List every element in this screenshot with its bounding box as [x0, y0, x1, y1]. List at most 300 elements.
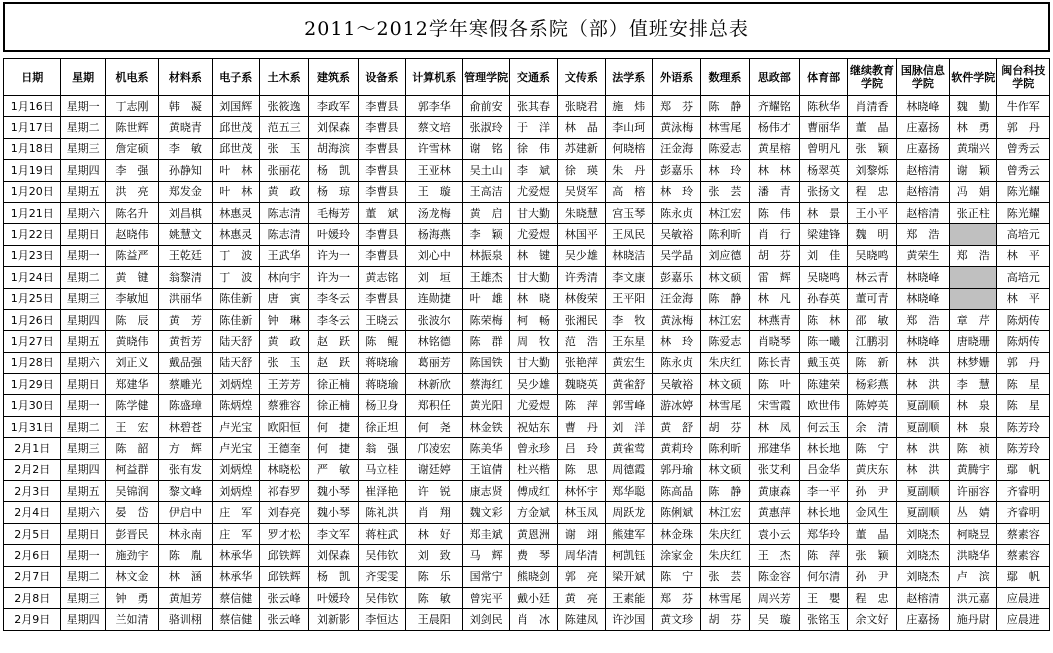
table-cell: 许秀清	[558, 267, 605, 288]
table-cell: 林云青	[848, 267, 896, 288]
table-cell: 1月22日	[4, 224, 61, 245]
table-cell: 陈益严	[105, 245, 158, 266]
table-cell: 星期二	[61, 117, 105, 138]
table-cell: 庄嘉扬	[896, 609, 949, 630]
table-cell: 刘心中	[406, 245, 463, 266]
table-cell: 李恒达	[358, 609, 405, 630]
table-cell: 王 嬰	[800, 587, 848, 608]
table-cell: 周兴芳	[749, 587, 799, 608]
table-cell: 葛丽芳	[406, 352, 463, 373]
table-cell: 林 平	[997, 245, 1050, 266]
table-cell: 黄旭芳	[159, 587, 212, 608]
table-row	[4, 416, 1050, 437]
table-cell: 林新欣	[406, 374, 463, 395]
table-cell: 丁志刚	[105, 96, 158, 117]
table-cell: 1月27日	[4, 331, 61, 352]
table-cell: 林 泉	[950, 416, 997, 437]
table-cell: 王晨阳	[406, 609, 463, 630]
table-cell: 卢 滨	[950, 566, 997, 587]
table-cell: 冯 娟	[950, 181, 997, 202]
table-row	[4, 438, 1050, 459]
table-cell: 杨彩燕	[848, 374, 896, 395]
table-cell: 陈永贞	[652, 202, 700, 223]
column-header: 电子系	[212, 59, 259, 96]
table-cell: 余 清	[848, 416, 896, 437]
table-cell: 谢 翊	[558, 523, 605, 544]
table-cell: 李曹县	[358, 138, 405, 159]
table-cell: 丛 婧	[950, 502, 997, 523]
table-cell: 1月21日	[4, 202, 61, 223]
table-cell: 庄 军	[212, 523, 259, 544]
table-cell: 郑建华	[105, 374, 158, 395]
table-cell: 陈金容	[749, 566, 799, 587]
table-cell: 陈 星	[997, 374, 1050, 395]
table-cell: 林金珠	[652, 523, 700, 544]
table-cell: 刘剑民	[463, 609, 509, 630]
table-cell: 谢 铭	[463, 138, 509, 159]
table-cell: 彭晋民	[105, 523, 158, 544]
table-cell: 郭 丹	[997, 117, 1050, 138]
table-cell: 徐正坦	[358, 416, 405, 437]
table-cell: 祝姑东	[509, 416, 557, 437]
table-cell: 丁 波	[212, 245, 259, 266]
table-cell: 黄腾宇	[950, 459, 997, 480]
table-cell: 林怀宇	[558, 481, 605, 502]
table-cell: 林燕青	[749, 309, 799, 330]
table-cell: 陆天舒	[212, 331, 259, 352]
table-cell: 汪金海	[652, 138, 700, 159]
table-cell: 1月29日	[4, 374, 61, 395]
table-cell: 赵 跃	[309, 352, 358, 373]
table-row	[4, 288, 1050, 309]
table-cell: 周跃龙	[605, 502, 652, 523]
table-cell: 星期四	[61, 309, 105, 330]
table-cell: 罗才松	[259, 523, 308, 544]
table-cell: 吕金华	[800, 459, 848, 480]
table-cell: 郑 浩	[896, 224, 949, 245]
table-cell: 杨 凯	[309, 160, 358, 181]
duty-schedule-table	[3, 58, 1050, 631]
table-cell: 2月9日	[4, 609, 61, 630]
table-cell: 张 玉	[259, 352, 308, 373]
table-cell: 林梦姗	[950, 352, 997, 373]
table-cell: 董 晶	[848, 117, 896, 138]
table-cell: 陈芳玲	[997, 416, 1050, 437]
table-cell: 黎文峰	[159, 481, 212, 502]
table-header	[4, 59, 1050, 96]
table-cell: 星期一	[61, 96, 105, 117]
table-cell: 李山珂	[605, 117, 652, 138]
table-cell: 陈 祯	[950, 438, 997, 459]
table-cell: 黄文珍	[652, 609, 700, 630]
table-cell: 鄢 帆	[997, 566, 1050, 587]
table-cell: 戴小廷	[509, 587, 557, 608]
table-row	[4, 117, 1050, 138]
table-cell: 王素能	[605, 587, 652, 608]
table-cell: 刘正义	[105, 352, 158, 373]
table-cell: 洪 亮	[105, 181, 158, 202]
column-header: 软件学院	[950, 59, 997, 96]
table-cell: 祁春罗	[259, 481, 308, 502]
table-cell: 范五三	[259, 117, 308, 138]
table-cell: 徐正楠	[309, 395, 358, 416]
table-cell: 赵 跃	[309, 331, 358, 352]
table-cell: 陈永贞	[652, 352, 700, 373]
table-cell: 王 杰	[749, 545, 799, 566]
table-cell: 林文硕	[701, 374, 749, 395]
table-cell: 陆天舒	[212, 352, 259, 373]
table-cell: 马 辉	[463, 545, 509, 566]
table-cell: 黄 键	[105, 267, 158, 288]
table-cell: 星期五	[61, 331, 105, 352]
table-cell: 陈 伟	[749, 202, 799, 223]
table-cell: 2月3日	[4, 481, 61, 502]
table-cell: 1月30日	[4, 395, 61, 416]
table-cell: 夏副顺	[896, 395, 949, 416]
table-cell: 李曹县	[358, 117, 405, 138]
table-cell: 施 炜	[605, 96, 652, 117]
table-cell: 1月16日	[4, 96, 61, 117]
table-cell: 刘 垣	[406, 267, 463, 288]
table-cell: 李冬云	[309, 309, 358, 330]
table-cell: 林 泉	[950, 395, 997, 416]
table-cell: 李一平	[800, 481, 848, 502]
table-cell: 陈学健	[105, 395, 158, 416]
table-cell: 洪元嘉	[950, 587, 997, 608]
table-cell: 林长地	[800, 502, 848, 523]
table-cell: 林 玲	[652, 181, 700, 202]
table-cell: 黄 政	[259, 331, 308, 352]
table-row	[4, 267, 1050, 288]
table-cell: 蔡文培	[406, 117, 463, 138]
table-cell: 郑华聪	[605, 481, 652, 502]
table-cell: 夏副顺	[896, 416, 949, 437]
table-cell: 吕 玲	[558, 438, 605, 459]
table-row	[4, 459, 1050, 480]
table-cell: 星期六	[61, 352, 105, 373]
table-cell: 陈炳传	[997, 309, 1050, 330]
column-header: 星期	[61, 59, 105, 96]
table-cell: 林 洪	[896, 438, 949, 459]
table-cell: 柯晓昱	[950, 523, 997, 544]
table-cell: 张 芸	[701, 566, 749, 587]
table-cell: 张淑玲	[463, 117, 509, 138]
table-cell: 蒋晓瑜	[358, 374, 405, 395]
table-cell: 李文康	[605, 267, 652, 288]
table-cell: 叶 雄	[463, 288, 509, 309]
table-cell: 王亚林	[406, 160, 463, 181]
table-cell: 高培元	[997, 267, 1050, 288]
table-cell: 欧世伟	[800, 395, 848, 416]
table-cell: 应晨进	[997, 587, 1050, 608]
table-cell: 张正柱	[950, 202, 997, 223]
table-cell: 蔡素容	[997, 523, 1050, 544]
table-cell: 黄庆东	[848, 459, 896, 480]
table-cell: 林 涵	[159, 566, 212, 587]
table-cell: 许为一	[309, 267, 358, 288]
table-cell: 林国平	[558, 224, 605, 245]
table-cell: 许为一	[309, 245, 358, 266]
table-cell: 陈一曦	[800, 331, 848, 352]
table-cell: 黄星榕	[749, 138, 799, 159]
table-cell: 伊启中	[159, 502, 212, 523]
table-cell: 黄 芳	[159, 309, 212, 330]
column-header: 国脉信息学院	[896, 59, 949, 96]
table-cell: 严 敏	[309, 459, 358, 480]
column-header: 法学系	[605, 59, 652, 96]
table-cell: 庄 军	[212, 502, 259, 523]
table-cell: 张 芸	[701, 181, 749, 202]
table-cell: 林振泉	[463, 245, 509, 266]
table-cell: 毛梅芳	[309, 202, 358, 223]
table-cell: 张波尔	[406, 309, 463, 330]
table-cell: 钟 琳	[259, 309, 308, 330]
table-cell: 1月18日	[4, 138, 61, 159]
empty-shaded-cell	[950, 267, 997, 288]
table-cell: 2月4日	[4, 502, 61, 523]
table-cell: 曾秀云	[997, 138, 1050, 159]
table-cell: 刘黎烁	[848, 160, 896, 181]
table-cell: 王雄杰	[463, 267, 509, 288]
table-cell: 陈荣梅	[463, 309, 509, 330]
table-cell: 刘晓杰	[896, 566, 949, 587]
table-cell: 高培元	[997, 224, 1050, 245]
table-cell: 国常宁	[463, 566, 509, 587]
table-cell: 1月28日	[4, 352, 61, 373]
table-cell: 涂家金	[652, 545, 700, 566]
table-cell: 吴晓鸣	[848, 245, 896, 266]
table-cell: 蔡雅容	[259, 395, 308, 416]
table-cell: 朱晓慧	[558, 202, 605, 223]
table-cell: 杨 凯	[309, 566, 358, 587]
table-cell: 庄嘉扬	[896, 117, 949, 138]
table-cell: 蒋柱武	[358, 523, 405, 544]
table-cell: 林 凤	[749, 416, 799, 437]
table-cell: 陈礼洪	[358, 502, 405, 523]
table-cell: 应晨进	[997, 609, 1050, 630]
table-cell: 杜兴楷	[509, 459, 557, 480]
table-cell: 翁 强	[358, 438, 405, 459]
table-cell: 星期六	[61, 202, 105, 223]
table-cell: 张艳萍	[558, 352, 605, 373]
table-cell: 星期五	[61, 481, 105, 502]
table-cell: 黄晓青	[159, 117, 212, 138]
table-cell: 陈 群	[463, 331, 509, 352]
table-cell: 刘新影	[309, 609, 358, 630]
table-cell: 李曹县	[358, 96, 405, 117]
table-cell: 戴玉英	[800, 352, 848, 373]
table-row	[4, 160, 1050, 181]
table-cell: 郑 浩	[896, 309, 949, 330]
table-cell: 曹丽华	[800, 117, 848, 138]
column-header: 日期	[4, 59, 61, 96]
table-cell: 星期一	[61, 395, 105, 416]
table-cell: 林晓洁	[605, 245, 652, 266]
table-cell: 肖 冰	[509, 609, 557, 630]
table-cell: 黄雀舒	[605, 374, 652, 395]
table-cell: 谢 颖	[950, 160, 997, 181]
table-cell: 魏小琴	[309, 502, 358, 523]
table-cell: 丁 波	[212, 267, 259, 288]
table-cell: 胡 芬	[701, 609, 749, 630]
table-cell: 陈名升	[105, 202, 158, 223]
table-cell: 江鹏羽	[848, 331, 896, 352]
table-cell: 吴土山	[463, 160, 509, 181]
table-cell: 杨翠英	[800, 160, 848, 181]
table-cell: 星期一	[61, 545, 105, 566]
table-cell: 陈 叶	[749, 374, 799, 395]
table-cell: 陈爱志	[701, 331, 749, 352]
table-cell: 星期五	[61, 181, 105, 202]
table-cell: 郑华玲	[800, 523, 848, 544]
table-cell: 齐耀铭	[749, 96, 799, 117]
table-cell: 兰如清	[105, 609, 158, 630]
table-cell: 黄 亮	[558, 587, 605, 608]
table-cell: 黄 政	[259, 181, 308, 202]
table-cell: 陈 乐	[406, 566, 463, 587]
table-cell: 刘保森	[309, 545, 358, 566]
table-cell: 蔡信健	[212, 587, 259, 608]
table-cell: 林惠灵	[212, 224, 259, 245]
table-cell: 林 玲	[701, 160, 749, 181]
table-cell: 陈 静	[701, 96, 749, 117]
empty-shaded-cell	[950, 288, 997, 309]
table-cell: 董可青	[848, 288, 896, 309]
table-cell: 星期日	[61, 374, 105, 395]
table-cell: 曾明凡	[800, 138, 848, 159]
table-cell: 林 景	[800, 202, 848, 223]
table-cell: 陈 宁	[848, 438, 896, 459]
table-cell: 傅成红	[509, 481, 557, 502]
table-cell: 星期四	[61, 160, 105, 181]
table-cell: 何云玉	[800, 416, 848, 437]
table-cell: 蔡信健	[212, 609, 259, 630]
table-cell: 庄嘉扬	[896, 138, 949, 159]
table-cell: 蔡素容	[997, 545, 1050, 566]
table-cell: 许 锐	[406, 481, 463, 502]
table-cell: 何尔清	[800, 566, 848, 587]
table-cell: 李文军	[309, 523, 358, 544]
table-cell: 牛作军	[997, 96, 1050, 117]
table-cell: 2月8日	[4, 587, 61, 608]
table-cell: 陈世辉	[105, 117, 158, 138]
table-cell: 吴贤军	[558, 181, 605, 202]
table-cell: 吴敏裕	[652, 224, 700, 245]
table-cell: 肖 行	[749, 224, 799, 245]
table-cell: 陈建荣	[800, 374, 848, 395]
table-cell: 2月2日	[4, 459, 61, 480]
table-row	[4, 545, 1050, 566]
table-cell: 林雪尾	[701, 587, 749, 608]
table-cell: 陈 新	[848, 352, 896, 373]
table-cell: 张云峰	[259, 609, 308, 630]
table-cell: 黄光阳	[463, 395, 509, 416]
table-cell: 黄荣生	[896, 245, 949, 266]
table-cell: 邢建华	[749, 438, 799, 459]
table-cell: 杨伟才	[749, 117, 799, 138]
table-row	[4, 331, 1050, 352]
table-cell: 许丽容	[950, 481, 997, 502]
table-cell: 林长地	[800, 438, 848, 459]
table-cell: 夏副顺	[896, 502, 949, 523]
column-header: 闽台科技学院	[997, 59, 1050, 96]
table-cell: 费 琴	[509, 545, 557, 566]
table-cell: 陈美华	[463, 438, 509, 459]
table-cell: 陈建凤	[558, 609, 605, 630]
table-cell: 2月7日	[4, 566, 61, 587]
table-cell: 邱世茂	[212, 117, 259, 138]
table-cell: 胡海滨	[309, 138, 358, 159]
table-cell: 李 颖	[463, 224, 509, 245]
table-cell: 康志贤	[463, 481, 509, 502]
table-cell: 朱庆红	[701, 352, 749, 373]
table-cell: 卢光宝	[212, 438, 259, 459]
table-cell: 方金斌	[509, 502, 557, 523]
table-cell: 尤爱煜	[509, 395, 557, 416]
table-cell: 王 宏	[105, 416, 158, 437]
table-cell: 李曹县	[358, 181, 405, 202]
table-cell: 程 忠	[848, 181, 896, 202]
table-cell: 何 尧	[406, 416, 463, 437]
table-cell: 林晓峰	[896, 96, 949, 117]
table-row	[4, 587, 1050, 608]
table-cell: 曹 丹	[558, 416, 605, 437]
table-cell: 林文金	[105, 566, 158, 587]
column-header: 思政部	[749, 59, 799, 96]
table-cell: 林 洪	[896, 459, 949, 480]
table-cell: 梁开斌	[605, 566, 652, 587]
table-cell: 陈婷英	[848, 395, 896, 416]
table-cell: 魏 勤	[950, 96, 997, 117]
table-cell: 骆训栩	[159, 609, 212, 630]
table-cell: 刘 致	[406, 545, 463, 566]
table-cell: 黄泳梅	[652, 117, 700, 138]
table-cell: 曾永珍	[509, 438, 557, 459]
table-cell: 甘大勤	[509, 267, 557, 288]
table-cell: 林晓峰	[896, 267, 949, 288]
table-cell: 黄 舒	[652, 416, 700, 437]
table-cell: 吴晓鸣	[800, 267, 848, 288]
table-cell: 余文好	[848, 609, 896, 630]
table-cell: 周 牧	[509, 331, 557, 352]
table-cell: 汤龙梅	[406, 202, 463, 223]
table-cell: 赵榕清	[896, 202, 949, 223]
table-cell: 刘保森	[309, 117, 358, 138]
table-cell: 陈光耀	[997, 202, 1050, 223]
table-cell: 王平阳	[605, 288, 652, 309]
table-cell: 曾宪平	[463, 587, 509, 608]
table-cell: 柯凯钰	[605, 545, 652, 566]
table-cell: 范 浩	[558, 331, 605, 352]
table-cell: 袁小云	[749, 523, 799, 544]
table-cell: 陈盛璋	[159, 395, 212, 416]
table-cell: 鄢 帆	[997, 459, 1050, 480]
table-cell: 星期二	[61, 416, 105, 437]
table-cell: 陈国铁	[463, 352, 509, 373]
table-cell: 夏副顺	[896, 481, 949, 502]
table-cell: 林晓峰	[896, 288, 949, 309]
table-cell: 谢廷婷	[406, 459, 463, 480]
table-cell: 1月19日	[4, 160, 61, 181]
table-cell: 1月24日	[4, 267, 61, 288]
table-row	[4, 395, 1050, 416]
table-cell: 肖晓琴	[749, 331, 799, 352]
table-cell: 吴学晶	[652, 245, 700, 266]
table-cell: 林 晶	[558, 117, 605, 138]
table-cell: 陈 思	[558, 459, 605, 480]
table-cell: 晏 岱	[105, 502, 158, 523]
table-row	[4, 245, 1050, 266]
